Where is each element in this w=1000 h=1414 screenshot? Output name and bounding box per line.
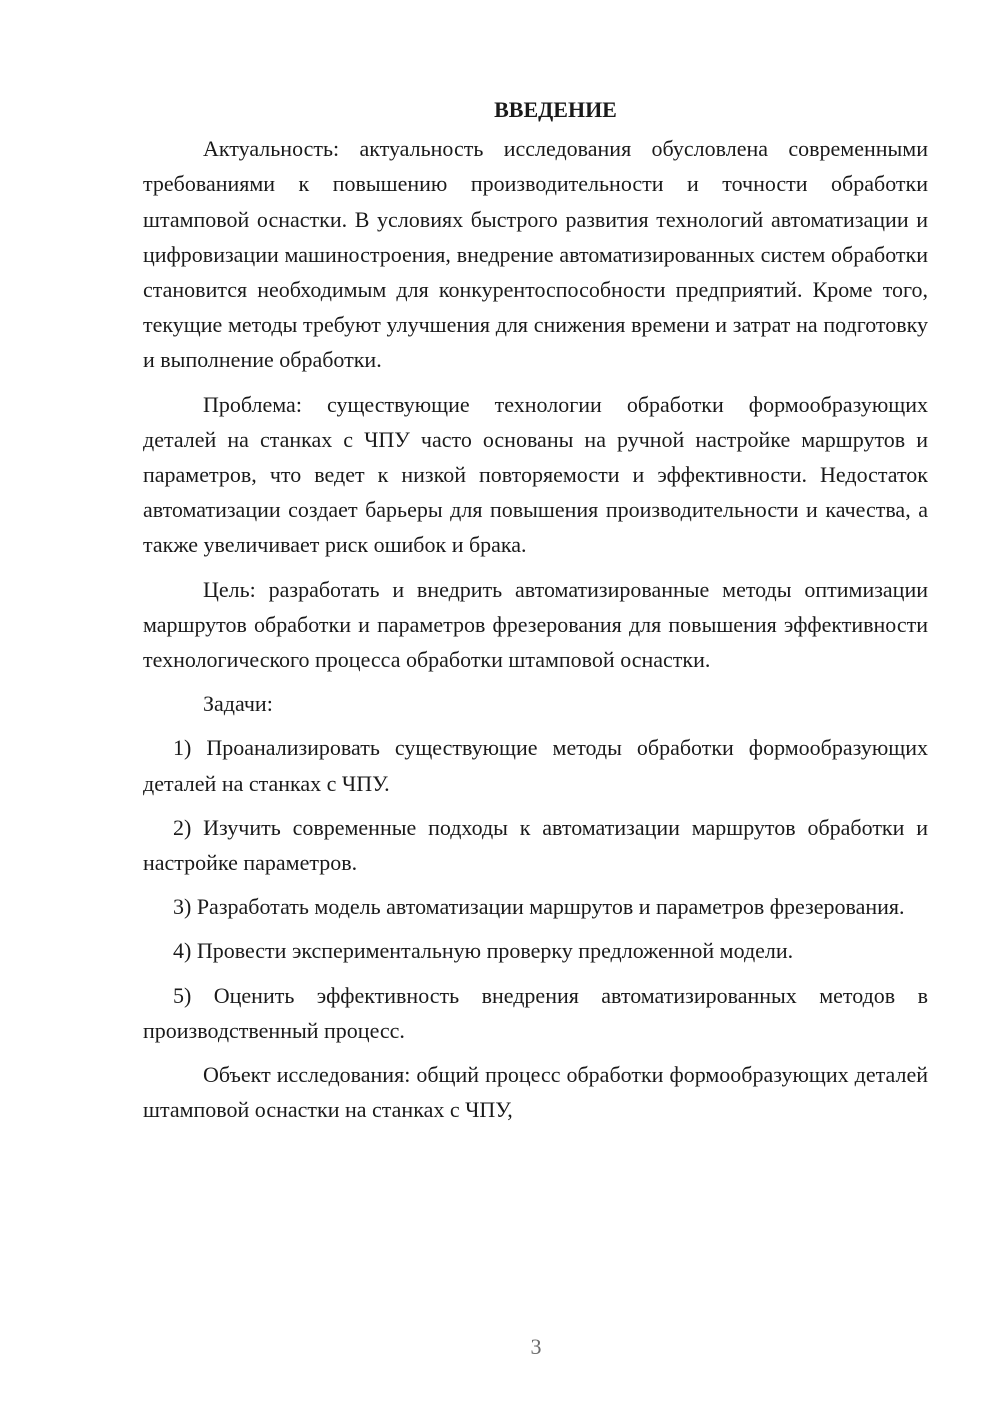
section-title: ВВЕДЕНИЕ (494, 97, 617, 122)
paragraph-goal: Цель: разработать и внедрить автоматизированные методы оптимизации маршрутов обработки и параметров фрезерования для повышения эффективности технологического процесса обработки штамповой оснастки. (143, 576, 928, 673)
page-content (143, 92, 928, 1136)
tasks-list (143, 730, 928, 1048)
paragraph-relevance: Актуальность: актуальность исследования обусловлена современными требованиями к повышению производительности и точности обработки штамповой оснастки. В условиях быстрого развития технологий автоматизации и цифровизации машиностроения, внедрение автоматизированных систем обработки становится необходимым для конкурентоспособности предприятий. Кроме того, текущие методы требуют улучшения для снижения времени и затрат на подготовку и выполнение обработки. (143, 136, 928, 373)
tasks-heading: Задачи: (203, 691, 273, 717)
page-number: 3 (530, 1334, 542, 1359)
paragraph-object: Объект исследования: общий процесс обработки формообразующих деталей штамповой оснастки на станках с ЧПУ, (143, 1062, 928, 1123)
list-item: 1) Проанализировать существующие методы обработки формообразующих деталей на станках с ЧПУ. (143, 735, 928, 796)
list-item: 3) Разработать модель автоматизации маршрутов и параметров фрезерования. (173, 894, 905, 920)
paragraph-problem: Проблема: существующие технологии обработки формообразующих деталей на станках с ЧПУ часто основаны на ручной настройке маршрутов и параметров, что ведет к низкой повторяемости и эффективности. Недостаток автоматизации создает барьеры для повышения производительности и качества, а также увеличивает риск ошибок и брака. (143, 391, 928, 558)
list-item: 2) Изучить современные подходы к автоматизации маршрутов обработки и настройке параметров. (143, 814, 928, 876)
list-item: 5) Оценить эффективность внедрения автоматизированных методов в производственный процесс. (143, 982, 928, 1043)
list-item: 4) Провести экспериментальную проверку предложенной модели. (173, 938, 794, 964)
